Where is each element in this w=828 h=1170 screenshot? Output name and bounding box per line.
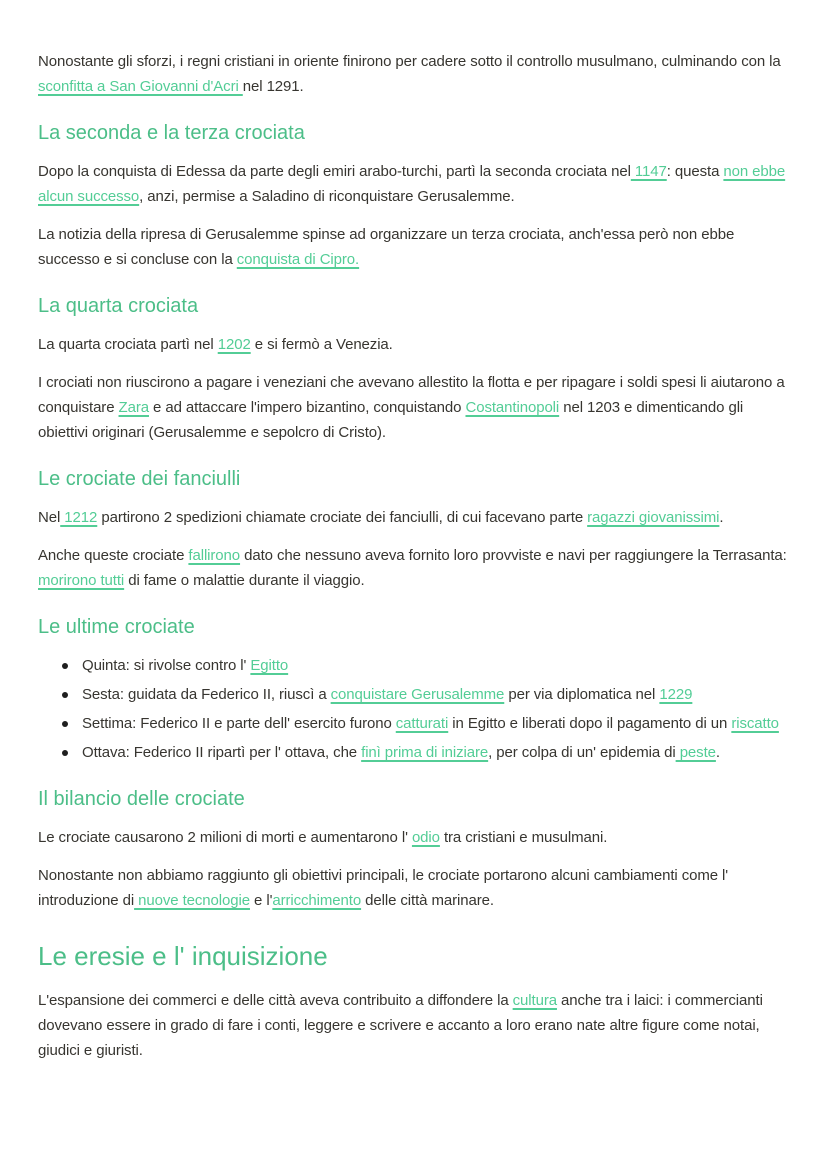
bullet-icon [62, 692, 68, 698]
document-content [38, 49, 792, 1063]
inline-link[interactable]: Zara [118, 399, 149, 416]
inline-link[interactable]: catturati [395, 715, 449, 732]
list-item [62, 740, 792, 765]
text-run: anche tra i laici: i commercianti dovevano essere in grado di fare i conti, leggere e scrivere e accanto a loro erano nate altre figure come notai, giudici e giuristi. [38, 992, 763, 1059]
paragraph [38, 370, 792, 445]
text-run: : questa [666, 163, 724, 180]
text-run: partirono 2 spedizioni chiamate crociate dei fanciulli, di cui facevano parte [97, 509, 588, 526]
text-run: e l' [249, 892, 273, 909]
list-item [62, 711, 792, 736]
section-heading: La seconda e la terza crociata [38, 122, 305, 144]
inline-link[interactable]: peste [675, 744, 716, 761]
inline-link[interactable]: 1212 [60, 509, 98, 526]
paragraph [38, 988, 792, 1063]
text-run: e ad attaccare l'impero bizantino, conquistando [148, 399, 466, 416]
bullet-icon [62, 721, 68, 727]
text-run: . [715, 744, 720, 761]
inline-link[interactable]: fallirono [188, 547, 241, 564]
inline-link[interactable]: non ebbe alcun successo [38, 163, 786, 205]
text-run: tra cristiani e musulmani. [439, 829, 608, 846]
text-run: L'espansione dei commerci e delle città aveva contribuito a diffondere la [38, 992, 513, 1009]
text-run: per via diplomatica nel [504, 686, 660, 703]
inline-link[interactable]: Egitto [250, 657, 289, 674]
list-item [62, 653, 792, 678]
text-run: La notizia della ripresa di Gerusalemme spinse ad organizzare un terza crociata, anch'essa però non ebbe successo e si concluse con la [38, 226, 735, 268]
text-run: in Egitto e liberati dopo il pagamento di un [448, 715, 732, 732]
text-run: , anzi, permise a Saladino di riconquistare Gerusalemme. [139, 188, 515, 205]
inline-link[interactable]: 1202 [217, 336, 251, 353]
text-run: e si fermò a Venezia. [250, 336, 393, 353]
inline-link[interactable]: 1147 [630, 163, 667, 180]
section-heading: Le ultime crociate [38, 616, 195, 638]
list-item-text [82, 740, 792, 765]
paragraph [38, 222, 792, 272]
text-run: Nonostante gli sforzi, i regni cristiani in oriente finirono per cadere sotto il controllo musulmano, culminando con la [38, 53, 781, 70]
paragraph [38, 49, 792, 99]
inline-link[interactable]: sconfitta a San Giovanni d'Acri [38, 78, 243, 95]
paragraph [38, 505, 792, 530]
text-run: Nel [38, 509, 61, 526]
inline-link[interactable]: riscatto [731, 715, 779, 732]
text-run: Anche queste crociate [38, 547, 189, 564]
paragraph [38, 825, 792, 850]
bullet-icon [62, 663, 68, 669]
text-run: Sesta: guidata da Federico II, riuscì a [82, 686, 331, 703]
inline-link[interactable]: 1229 [659, 686, 693, 703]
text-run: dato che nessuno aveva fornito loro provviste e navi per raggiungere la Terrasanta: [240, 547, 787, 564]
bullet-list [38, 653, 792, 765]
text-run: di fame o malattie durante il viaggio. [124, 572, 365, 589]
inline-link[interactable]: nuove tecnologie [134, 892, 250, 909]
section-heading: Il bilancio delle crociate [38, 788, 245, 810]
text-run: Dopo la conquista di Edessa da parte degli emiri arabo-turchi, partì la seconda crociata nel [38, 163, 631, 180]
paragraph [38, 543, 792, 593]
inline-link[interactable]: cultura [512, 992, 557, 1009]
section-heading: La quarta crociata [38, 295, 199, 317]
paragraph [38, 332, 792, 357]
text-run: Ottava: Federico II ripartì per l' ottava, che [82, 744, 362, 761]
inline-link[interactable]: finì prima di iniziare [361, 744, 489, 761]
paragraph [38, 863, 792, 913]
list-item [62, 682, 792, 707]
text-run: Nonostante non abbiamo raggiunto gli obiettivi principali, le crociate portarono alcuni cambiamenti come l' introduzione di [38, 867, 729, 909]
text-run: nel 1291. [242, 78, 304, 95]
inline-link[interactable]: odio [411, 829, 440, 846]
text-run: delle città marinare. [361, 892, 494, 909]
section-heading-large: Le eresie e l' inquisizione [38, 941, 328, 971]
bullet-icon [62, 750, 68, 756]
text-run: Quinta: si rivolse contro l' [82, 657, 251, 674]
section-heading: Le crociate dei fanciulli [38, 468, 241, 490]
inline-link[interactable]: conquista di Cipro. [236, 251, 360, 268]
inline-link[interactable]: morirono tutti [38, 572, 125, 589]
text-run: Le crociate causarono 2 milioni di morti e aumentarono l' [38, 829, 412, 846]
text-run: La quarta crociata partì nel [38, 336, 218, 353]
text-run: nel 1203 e dimenticando gli obiettivi originari (Gerusalemme e sepolcro di Cristo). [38, 399, 744, 441]
list-item-text [82, 653, 792, 678]
text-run: . [719, 509, 724, 526]
list-item-text [82, 682, 792, 707]
inline-link[interactable]: arricchimento [272, 892, 362, 909]
paragraph [38, 159, 792, 209]
inline-link[interactable]: ragazzi giovanissimi [587, 509, 720, 526]
list-item-text [82, 711, 792, 736]
text-run: , per colpa di un' epidemia di [488, 744, 676, 761]
inline-link[interactable]: Costantinopoli [465, 399, 560, 416]
text-run: Settima: Federico II e parte dell' esercito furono [82, 715, 396, 732]
inline-link[interactable]: conquistare Gerusalemme [330, 686, 505, 703]
text-run: I crociati non riuscirono a pagare i veneziani che avevano allestito la flotta e per ripagare i soldi spesi li aiutarono a conquistare [38, 374, 785, 416]
